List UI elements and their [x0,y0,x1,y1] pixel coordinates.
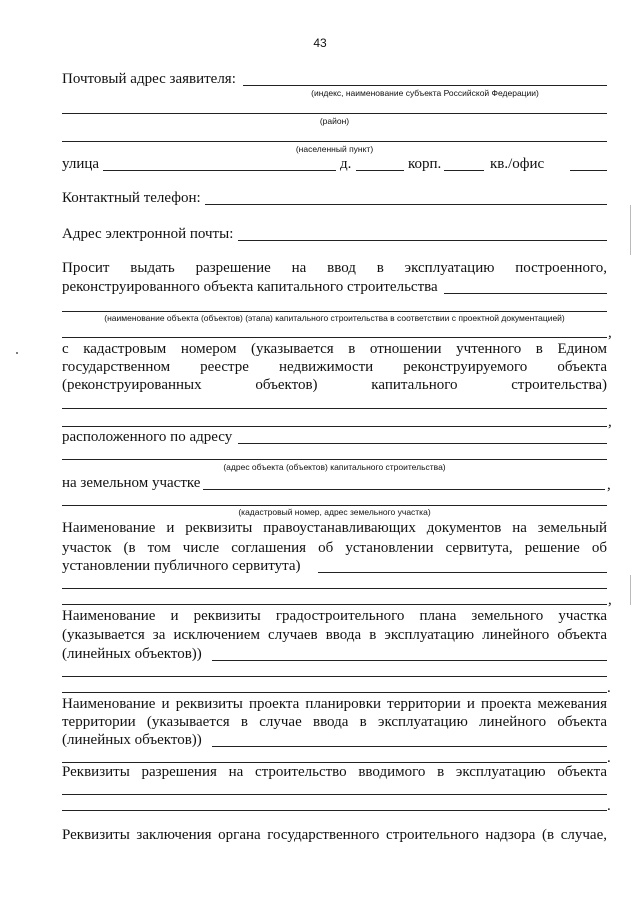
street-line[interactable] [103,170,336,171]
page-number: 43 [313,36,327,50]
comma-mark: , [608,414,612,430]
permit-line[interactable] [62,794,607,795]
email-label: Адрес электронной почты: [62,226,234,242]
district-line[interactable] [62,113,607,114]
rights-docs-line1: Наименование и реквизиты правоустанавливающих документов на земельный [62,520,607,536]
postal-index-caption: (индекс, наименование субъекта Российской Федерации) [311,88,539,98]
address-caption: (адрес объекта (объектов) капитального строительства) [223,462,446,472]
permit-text: Реквизиты разрешения на строительство вводимого в эксплуатацию объекта [62,764,607,780]
scan-edge-mark [630,575,631,605]
land-plot-label: на земельном участке [62,475,201,491]
supervision-text: Реквизиты заключения органа государственного строительного надзора (в случае, [62,827,607,843]
planning-line1: Наименование и реквизиты проекта планировки территории и проекта межевания [62,696,607,712]
rights-docs-line3: установлении публичного сервитута) [62,558,301,574]
locality-caption: (населенный пункт) [295,144,374,154]
scan-edge-mark [630,205,631,255]
planning-line3: (линейных объектов)) [62,732,202,748]
building-label: корп. [408,156,442,172]
building-line[interactable] [444,170,484,171]
planning-line[interactable] [212,746,607,747]
comma-mark: , [608,592,612,608]
urban-plan-line-3[interactable] [62,692,607,693]
urban-plan-line1: Наименование и реквизиты градостроительного плана земельного участка [62,608,607,624]
email-line[interactable] [238,240,607,241]
address-line-2[interactable] [62,459,607,460]
request-text-line1: Просит выдать разрешение на ввод в эксплуатацию построенного, [62,260,607,276]
land-plot-caption: (кадастровый номер, адрес земельного участка) [238,507,431,517]
rights-docs-line-3[interactable] [62,604,607,605]
request-text-line2: реконструированного объекта капитального строительства [62,279,438,295]
rights-docs-line[interactable] [318,572,607,573]
cadastral-number-line[interactable] [62,408,607,409]
object-name-line[interactable] [444,293,607,294]
phone-label: Контактный телефон: [62,190,201,206]
phone-line[interactable] [205,204,607,205]
district-caption: (район) [319,116,350,126]
cadastral-text-line3: (реконструированных объектов) капитального строительства) [62,377,607,393]
land-plot-line[interactable] [203,489,605,490]
urban-plan-line[interactable] [212,660,607,661]
period-mark: . [607,798,611,814]
address-label: расположенного по адресу [62,429,233,445]
house-label: д. [340,156,352,172]
locality-line[interactable] [62,141,607,142]
postal-address-label: Почтовый адрес заявителя: [62,71,236,87]
cadastral-number-line-2[interactable] [62,426,607,427]
period-mark: . [607,750,611,766]
street-label: улица [62,156,100,172]
object-name-line-2[interactable] [62,311,607,312]
object-name-line-3[interactable] [62,337,607,338]
rights-docs-line-2[interactable] [62,588,607,589]
cadastral-text-line2: государственном реестре недвижимости реконструируемого объекта [62,359,607,375]
urban-plan-line-2[interactable] [62,676,607,677]
permit-line-2[interactable] [62,810,607,811]
apartment-label: кв./офис [490,156,545,172]
comma-mark: , [608,325,612,341]
house-line[interactable] [356,170,404,171]
urban-plan-line2: (указывается за исключением случаев ввода в эксплуатацию линейного объекта [62,627,607,643]
urban-plan-line3: (линейных объектов)) [62,646,202,662]
scan-dot [16,352,18,354]
postal-index-line[interactable] [243,85,607,86]
apartment-line[interactable] [570,170,607,171]
period-mark: . [607,680,611,696]
rights-docs-line2: участок (в том числе соглашения об установлении сервитута, решение об [62,540,607,556]
planning-line2: территории (указывается в случае ввода в эксплуатацию линейного объекта [62,714,607,730]
cadastral-text-line1: с кадастровым номером (указывается в отношении учтенного в Едином [62,341,607,357]
comma-mark: , [607,477,611,493]
address-line[interactable] [238,443,607,444]
object-name-caption: (наименование объекта (объектов) (этапа) капитального строительства в соответствии с проектной документацией) [104,313,565,323]
land-plot-line-2[interactable] [62,505,607,506]
